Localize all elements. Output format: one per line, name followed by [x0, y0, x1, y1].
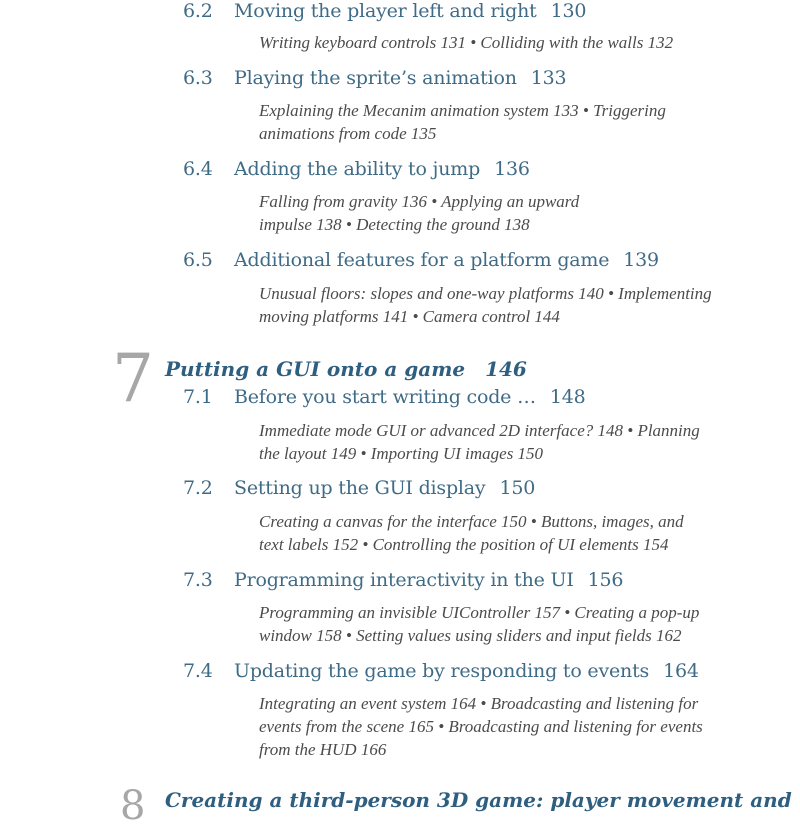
section-description	[259, 419, 700, 465]
toc-section-7-2[interactable]	[183, 477, 535, 499]
section-title: Programming interactivity in the UI	[234, 569, 574, 591]
chapter-heading[interactable]	[165, 357, 527, 381]
description-line: animations from code 135	[259, 124, 437, 143]
description-line: Programming an invisible UIController 157 • Creating a pop-up	[259, 603, 700, 622]
toc-section-6-4[interactable]	[183, 158, 530, 180]
chapter-page: 146	[485, 357, 527, 381]
section-number: 6.3	[183, 67, 213, 89]
description-line: the layout 149 • Importing UI images 150	[259, 444, 544, 463]
next-chapter-title[interactable]: Creating a third-person 3D game: player movement and	[165, 788, 792, 812]
section-page: 136	[494, 158, 530, 180]
description-line: Writing keyboard controls 131 • Colliding with the walls 132	[259, 33, 674, 52]
toc-section-7-3[interactable]	[183, 569, 623, 591]
toc-section-6-2[interactable]	[183, 0, 586, 22]
toc-section-6-3[interactable]	[183, 67, 566, 89]
description-line: from the HUD 166	[259, 740, 387, 759]
section-number: 7.2	[183, 477, 213, 499]
toc-section-6-5[interactable]	[183, 249, 659, 271]
section-description	[259, 31, 673, 54]
description-line: text labels 152 • Controlling the position of UI elements 154	[259, 535, 669, 554]
section-page: 150	[499, 477, 536, 499]
description-line: Integrating an event system 164 • Broadcasting and listening for	[259, 694, 699, 713]
description-line: moving platforms 141 • Camera control 144	[259, 307, 560, 326]
section-page: 130	[550, 0, 587, 22]
section-title: Setting up the GUI display	[234, 477, 486, 499]
section-number: 7.3	[183, 569, 213, 591]
section-title: Additional features for a platform game	[234, 249, 610, 271]
description-line: Creating a canvas for the interface 150 • Buttons, images, and	[259, 512, 684, 531]
section-description	[259, 190, 579, 236]
toc-section-7-4[interactable]	[183, 660, 699, 682]
section-description	[259, 282, 712, 328]
section-page: 164	[663, 660, 699, 682]
description-line: events from the scene 165 • Broadcasting and listening for events	[259, 717, 703, 736]
section-title: Adding the ability to jump	[234, 158, 481, 180]
section-number: 7.1	[183, 386, 213, 408]
section-page: 148	[549, 386, 586, 408]
section-number: 6.5	[183, 249, 213, 271]
section-description	[259, 692, 703, 761]
section-number: 7.4	[183, 660, 213, 682]
chapter-title: Putting a GUI onto a game	[165, 357, 466, 381]
description-line: impulse 138 • Detecting the ground 138	[259, 215, 530, 234]
section-description	[259, 601, 699, 647]
section-title: Playing the sprite’s animation	[234, 67, 517, 89]
description-line: Falling from gravity 136 • Applying an upward	[259, 192, 580, 211]
section-description	[259, 510, 684, 556]
description-line: window 158 • Setting values using sliders and input fields 162	[259, 626, 682, 645]
section-title: Updating the game by responding to events	[234, 660, 650, 682]
section-page: 139	[623, 249, 659, 271]
description-line: Explaining the Mecanim animation system 133 • Triggering	[259, 101, 666, 120]
section-title: Moving the player left and right	[234, 0, 537, 22]
description-line: Unusual floors: slopes and one-way platforms 140 • Implementing	[259, 284, 712, 303]
section-page: 133	[530, 67, 567, 89]
section-description	[259, 99, 666, 145]
section-title: Before you start writing code …	[234, 386, 536, 408]
chapter-number: 7	[112, 340, 154, 417]
section-page: 156	[587, 569, 624, 591]
section-number: 6.4	[183, 158, 213, 180]
description-line: Immediate mode GUI or advanced 2D interface? 148 • Planning	[259, 421, 700, 440]
section-number: 6.2	[183, 0, 213, 22]
next-chapter-number: 8	[120, 783, 146, 829]
toc-section-7-1[interactable]	[183, 386, 586, 408]
